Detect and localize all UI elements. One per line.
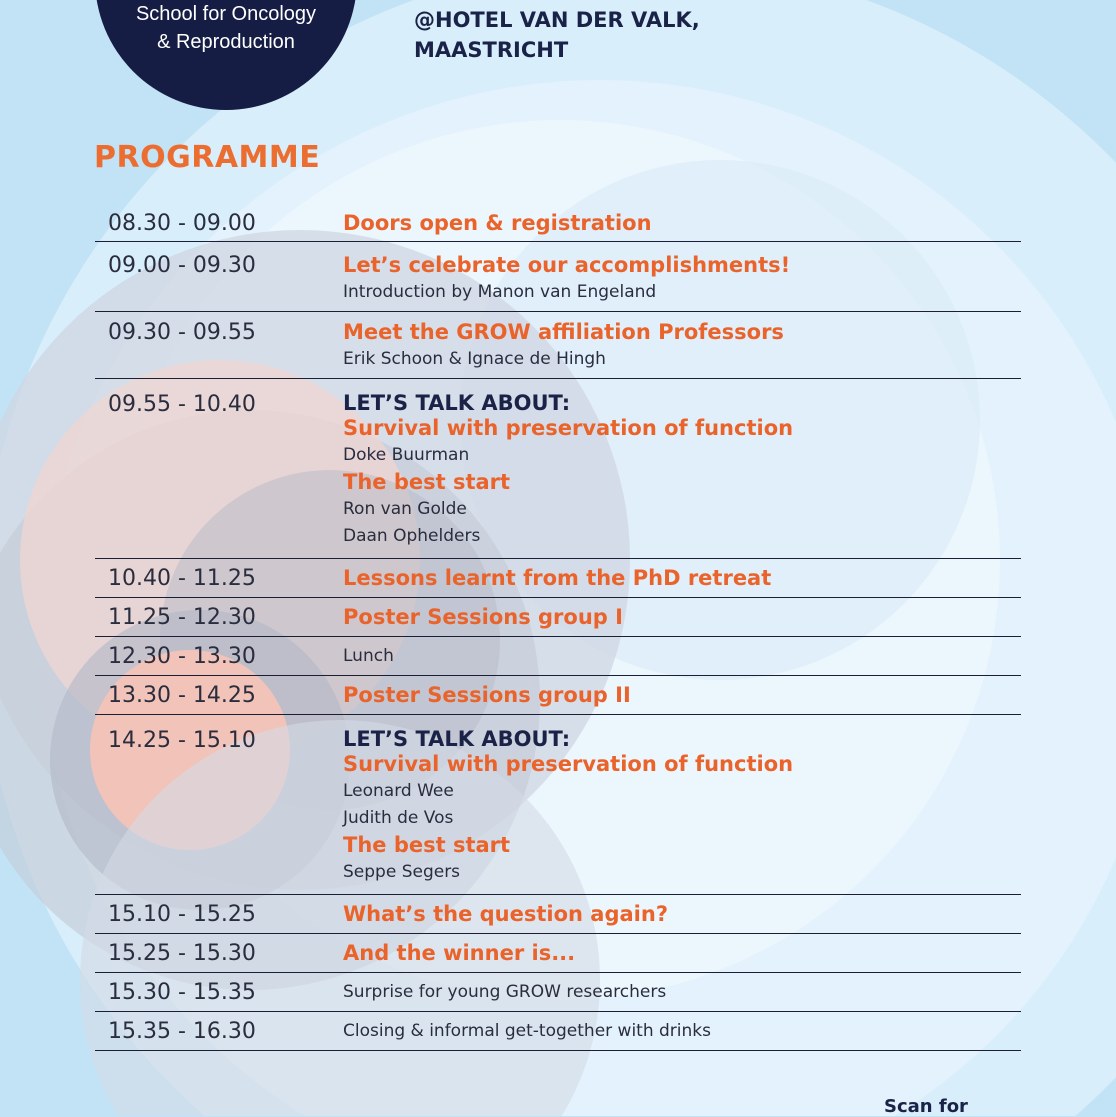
session-heading: LET’S TALK ABOUT:: [343, 727, 571, 751]
schedule-row: [95, 312, 1021, 379]
logo-line-2: & Reproduction: [157, 31, 295, 53]
schedule-description: [343, 210, 1021, 238]
schedule-description: [343, 252, 1021, 306]
schedule-row: [95, 973, 1021, 1012]
session-detail: Judith de Vos: [343, 808, 454, 828]
session-detail: Introduction by Manon van Engeland: [343, 282, 657, 302]
schedule-time: 15.10 - 15.25: [108, 902, 256, 927]
session-title: Poster Sessions group I: [343, 605, 623, 629]
session-detail: Daan Ophelders: [343, 526, 481, 546]
schedule-description: [343, 319, 1021, 373]
schedule-time: 09.55 - 10.40: [108, 392, 256, 417]
programme-title: PROGRAMME: [94, 140, 321, 175]
schedule-row: [95, 934, 1021, 973]
session-title: And the winner is...: [343, 941, 576, 965]
session-title: Doors open & registration: [343, 211, 652, 235]
session-detail: Erik Schoon & Ignace de Hingh: [343, 349, 606, 369]
session-detail: Surprise for young GROW researchers: [343, 982, 667, 1002]
schedule-time: 12.30 - 13.30: [108, 644, 256, 669]
schedule-row: [95, 242, 1021, 312]
venue-line-1: @HOTEL VAN DER VALK,: [414, 8, 700, 32]
session-detail: Ron van Golde: [343, 499, 467, 519]
schedule-description: [343, 565, 1021, 593]
schedule-row: [95, 676, 1021, 715]
venue: [414, 5, 700, 65]
session-title: The best start: [343, 470, 511, 494]
session-title: Lessons learnt from the PhD retreat: [343, 566, 772, 590]
schedule-time: 09.30 - 09.55: [108, 320, 256, 345]
schedule-row: [95, 203, 1021, 242]
logo-text: [95, 0, 357, 56]
session-title: What’s the question again?: [343, 902, 669, 926]
schedule-description: [343, 901, 1021, 929]
schedule-time: 15.30 - 15.35: [108, 980, 256, 1005]
session-heading: LET’S TALK ABOUT:: [343, 391, 571, 415]
logo-line-1: School for Oncology: [135, 3, 317, 25]
session-detail: Closing & informal get-together with drinks: [343, 1021, 711, 1041]
venue-line-2: MAASTRICHT: [414, 38, 569, 62]
schedule-row: [95, 1012, 1021, 1051]
session-title: Poster Sessions group II: [343, 683, 631, 707]
schedule-description: [343, 727, 1021, 886]
schedule-description: [343, 391, 1021, 550]
session-detail: Seppe Segers: [343, 862, 461, 882]
scan-label: Scan for: [884, 1096, 968, 1117]
schedule-time: 08.30 - 09.00: [108, 211, 256, 236]
schedule-time: 13.30 - 14.25: [108, 683, 256, 708]
session-title: Survival with preservation of function: [343, 416, 794, 440]
schedule-description: [343, 682, 1021, 710]
schedule-description: [343, 940, 1021, 968]
schedule-row: [95, 637, 1021, 676]
schedule-time: 15.35 - 16.30: [108, 1019, 256, 1044]
schedule-row: [95, 598, 1021, 637]
schedule-time: 15.25 - 15.30: [108, 941, 256, 966]
schedule-time: 09.00 - 09.30: [108, 253, 256, 278]
schedule-description: [343, 979, 1021, 1007]
schedule-description: [343, 643, 1021, 671]
session-detail: Lunch: [343, 646, 394, 666]
session-detail: Leonard Wee: [343, 781, 454, 801]
schedule-description: [343, 1018, 1021, 1046]
schedule-row: [95, 559, 1021, 598]
schedule-row: [95, 895, 1021, 934]
schedule-time: 14.25 - 15.10: [108, 728, 256, 753]
schedule-time: 11.25 - 12.30: [108, 605, 256, 630]
programme-schedule: [95, 203, 1021, 1051]
schedule-time: 10.40 - 11.25: [108, 566, 256, 591]
session-title: The best start: [343, 833, 511, 857]
session-title: Meet the GROW affiliation Professors: [343, 320, 784, 344]
schedule-row: [95, 379, 1021, 559]
session-title: Survival with preservation of function: [343, 752, 794, 776]
session-detail: Doke Buurman: [343, 445, 470, 465]
schedule-row: [95, 715, 1021, 895]
session-title: Let’s celebrate our accomplishments!: [343, 253, 791, 277]
schedule-description: [343, 604, 1021, 632]
